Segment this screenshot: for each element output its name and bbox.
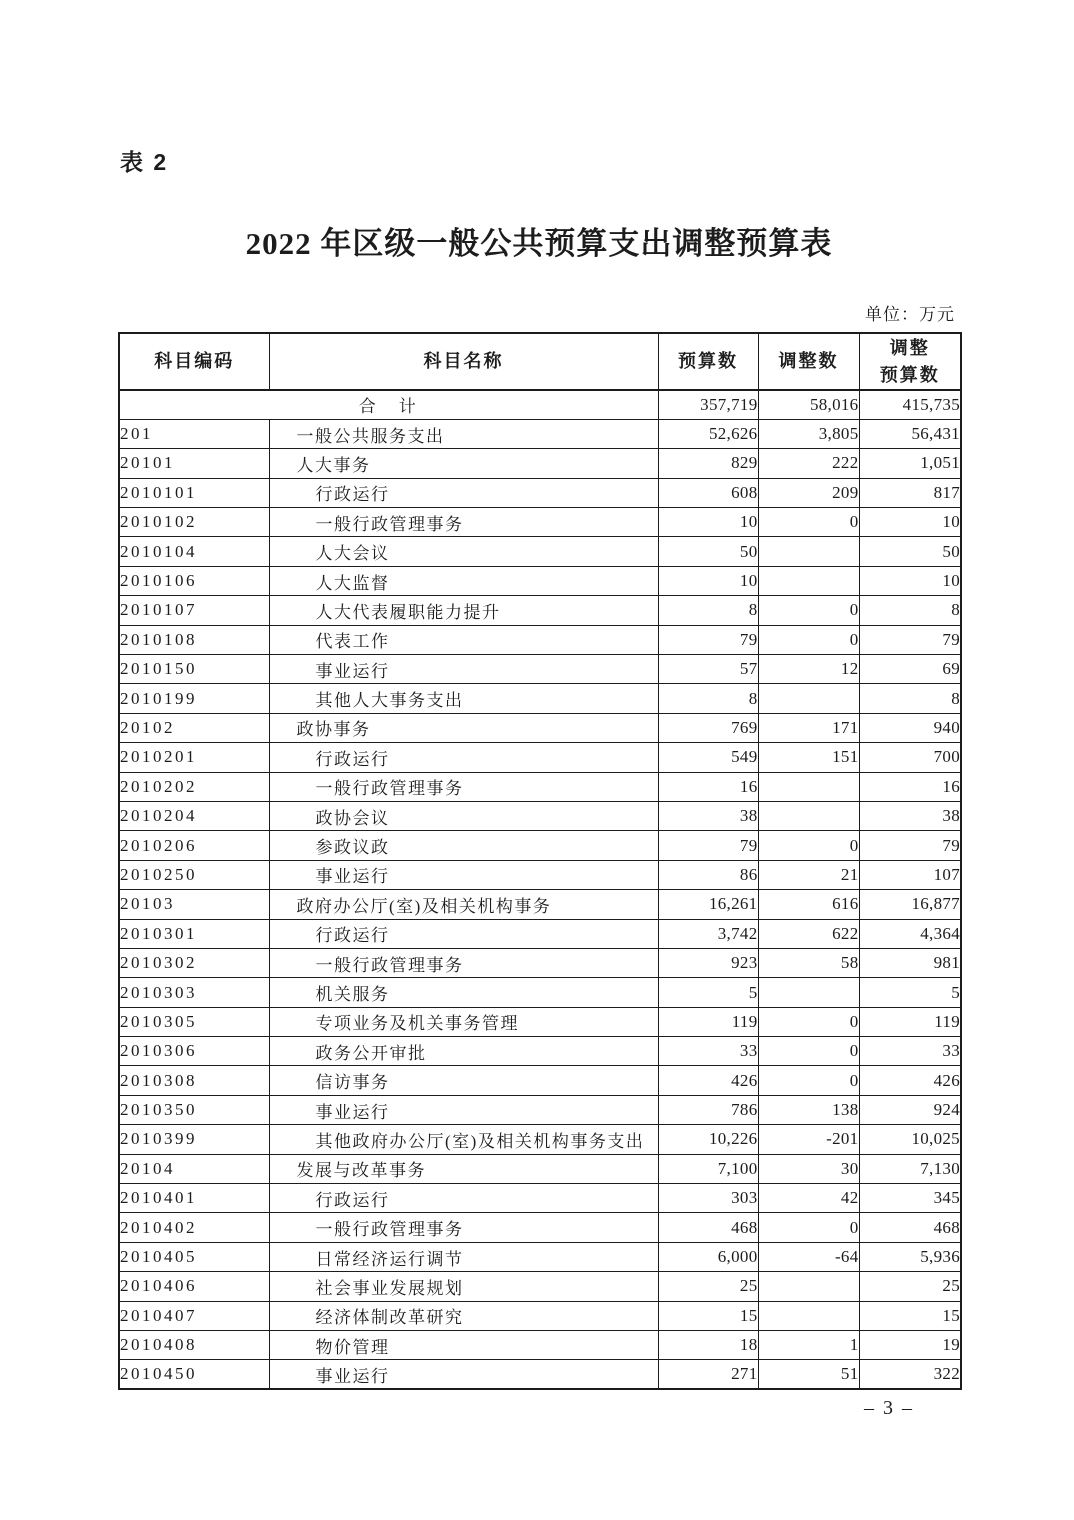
code-cell: 2010401 (119, 1184, 269, 1213)
name-cell: 人大会议 (269, 537, 658, 566)
header-adjusted-budget (859, 333, 961, 390)
adjustment-cell: 0 (758, 1007, 859, 1036)
name-cell: 一般行政管理事务 (269, 948, 658, 977)
code-cell: 2010302 (119, 948, 269, 977)
header-adjusted-line2: 预算数 (879, 364, 940, 385)
adjusted-budget-cell: 322 (859, 1360, 961, 1389)
name-cell: 发展与改革事务 (269, 1154, 658, 1183)
adjusted-budget-cell: 107 (859, 860, 961, 889)
budget-cell: 6,000 (658, 1242, 758, 1271)
adjusted-budget-cell: 15 (859, 1301, 961, 1330)
budget-cell: 52,626 (658, 419, 758, 448)
name-cell: 专项业务及机关事务管理 (269, 1007, 658, 1036)
total-row (119, 390, 961, 419)
adjusted-budget-cell: 56,431 (859, 419, 961, 448)
adjustment-cell: -201 (758, 1125, 859, 1154)
code-cell: 2010308 (119, 1066, 269, 1095)
code-cell: 2010305 (119, 1007, 269, 1036)
budget-cell: 769 (658, 713, 758, 742)
adjustment-cell: 0 (758, 596, 859, 625)
name-cell: 一般行政管理事务 (269, 508, 658, 537)
table-row (119, 508, 961, 537)
code-cell: 2010408 (119, 1331, 269, 1360)
adjustment-cell (758, 772, 859, 801)
table-row (119, 1301, 961, 1330)
budget-cell: 10 (658, 508, 758, 537)
adjustment-cell: 1 (758, 1331, 859, 1360)
adjusted-budget-cell: 345 (859, 1184, 961, 1213)
adjusted-budget-cell: 8 (859, 684, 961, 713)
table-row (119, 860, 961, 889)
code-cell: 2010350 (119, 1095, 269, 1124)
adjustment-cell: 3,805 (758, 419, 859, 448)
unit-note: 单位：万元 (865, 305, 955, 324)
name-cell: 其他人大事务支出 (269, 684, 658, 713)
adjustment-cell (758, 801, 859, 830)
table-label: 表 2 (120, 149, 169, 175)
table-row (119, 1360, 961, 1389)
adjusted-budget-cell: 10,025 (859, 1125, 961, 1154)
adjusted-budget-cell: 19 (859, 1331, 961, 1360)
name-cell: 事业运行 (269, 1095, 658, 1124)
adjusted-budget-cell: 940 (859, 713, 961, 742)
table-row (119, 919, 961, 948)
code-cell: 20103 (119, 890, 269, 919)
adjustment-cell: 12 (758, 655, 859, 684)
budget-cell: 829 (658, 449, 758, 478)
adjustment-cell: 209 (758, 478, 859, 507)
adjusted-budget-cell: 981 (859, 948, 961, 977)
table-row (119, 948, 961, 977)
code-cell: 20101 (119, 449, 269, 478)
name-cell: 行政运行 (269, 743, 658, 772)
header-code: 科目编码 (119, 333, 269, 390)
budget-cell: 8 (658, 596, 758, 625)
code-cell: 2010199 (119, 684, 269, 713)
adjustment-cell (758, 566, 859, 595)
adjustment-cell: -64 (758, 1242, 859, 1271)
adjusted-budget-cell: 10 (859, 566, 961, 595)
adjustment-cell (758, 1301, 859, 1330)
code-cell: 2010102 (119, 508, 269, 537)
adjusted-budget-cell: 8 (859, 596, 961, 625)
table-row (119, 478, 961, 507)
adjustment-cell (758, 978, 859, 1007)
name-cell: 信访事务 (269, 1066, 658, 1095)
budget-cell: 3,742 (658, 919, 758, 948)
adjustment-cell: 0 (758, 508, 859, 537)
table-header (119, 333, 961, 390)
table-row (119, 1213, 961, 1242)
adjusted-budget-cell: 69 (859, 655, 961, 684)
code-cell: 2010107 (119, 596, 269, 625)
header-budget: 预算数 (658, 333, 758, 390)
budget-cell: 8 (658, 684, 758, 713)
name-cell: 一般行政管理事务 (269, 772, 658, 801)
adjusted-budget-cell: 25 (859, 1272, 961, 1301)
code-cell: 2010402 (119, 1213, 269, 1242)
code-cell: 2010406 (119, 1272, 269, 1301)
name-cell: 一般行政管理事务 (269, 1213, 658, 1242)
table-row (119, 1154, 961, 1183)
code-cell: 2010450 (119, 1360, 269, 1389)
name-cell: 事业运行 (269, 655, 658, 684)
table-row (119, 684, 961, 713)
name-cell: 行政运行 (269, 478, 658, 507)
adjusted-budget-cell: 16 (859, 772, 961, 801)
table-row (119, 743, 961, 772)
table-row (119, 772, 961, 801)
table-row (119, 1125, 961, 1154)
name-cell: 行政运行 (269, 1184, 658, 1213)
budget-cell: 38 (658, 801, 758, 830)
budget-cell: 468 (658, 1213, 758, 1242)
adjusted-budget-cell: 426 (859, 1066, 961, 1095)
name-cell: 政协会议 (269, 801, 658, 830)
total-label: 合 计 (119, 390, 658, 419)
adjusted-budget-cell: 700 (859, 743, 961, 772)
name-cell: 经济体制改革研究 (269, 1301, 658, 1330)
budget-cell: 86 (658, 860, 758, 889)
code-cell: 201 (119, 419, 269, 448)
adjusted-budget-cell: 468 (859, 1213, 961, 1242)
name-cell: 人大事务 (269, 449, 658, 478)
table-row (119, 713, 961, 742)
name-cell: 政务公开审批 (269, 1037, 658, 1066)
adjustment-cell: 30 (758, 1154, 859, 1183)
adjusted-budget-cell: 79 (859, 831, 961, 860)
name-cell: 日常经济运行调节 (269, 1242, 658, 1271)
budget-cell: 119 (658, 1007, 758, 1036)
adjustment-cell: 138 (758, 1095, 859, 1124)
budget-cell: 10 (658, 566, 758, 595)
adjustment-cell (758, 684, 859, 713)
adjustment-cell: 58 (758, 948, 859, 977)
name-cell: 事业运行 (269, 1360, 658, 1389)
adjustment-cell: 222 (758, 449, 859, 478)
total-adjustment-cell: 58,016 (758, 390, 859, 419)
budget-cell: 18 (658, 1331, 758, 1360)
adjustment-cell: 51 (758, 1360, 859, 1389)
code-cell: 2010202 (119, 772, 269, 801)
header-row (119, 333, 961, 390)
code-cell: 2010108 (119, 625, 269, 654)
adjustment-cell: 42 (758, 1184, 859, 1213)
name-cell: 其他政府办公厅(室)及相关机构事务支出 (269, 1125, 658, 1154)
adjustment-cell: 0 (758, 1213, 859, 1242)
adjusted-budget-cell: 924 (859, 1095, 961, 1124)
code-cell: 20104 (119, 1154, 269, 1183)
budget-cell: 16 (658, 772, 758, 801)
budget-table (118, 332, 962, 1390)
code-cell: 2010407 (119, 1301, 269, 1330)
table-row (119, 655, 961, 684)
adjustment-cell: 616 (758, 890, 859, 919)
adjusted-budget-cell: 817 (859, 478, 961, 507)
table-row (119, 1066, 961, 1095)
table-row (119, 1095, 961, 1124)
budget-cell: 33 (658, 1037, 758, 1066)
budget-cell: 79 (658, 831, 758, 860)
name-cell: 政协事务 (269, 713, 658, 742)
budget-cell: 25 (658, 1272, 758, 1301)
adjustment-cell: 0 (758, 1066, 859, 1095)
name-cell: 事业运行 (269, 860, 658, 889)
code-cell: 2010303 (119, 978, 269, 1007)
adjusted-budget-cell: 5 (859, 978, 961, 1007)
name-cell: 社会事业发展规划 (269, 1272, 658, 1301)
adjustment-cell: 21 (758, 860, 859, 889)
code-cell: 20102 (119, 713, 269, 742)
adjusted-budget-cell: 10 (859, 508, 961, 537)
adjustment-cell: 151 (758, 743, 859, 772)
name-cell: 政府办公厅(室)及相关机构事务 (269, 890, 658, 919)
adjusted-budget-cell: 119 (859, 1007, 961, 1036)
table-row (119, 978, 961, 1007)
code-cell: 2010250 (119, 860, 269, 889)
name-cell: 行政运行 (269, 919, 658, 948)
code-cell: 2010206 (119, 831, 269, 860)
budget-cell: 7,100 (658, 1154, 758, 1183)
budget-cell: 426 (658, 1066, 758, 1095)
budget-cell: 57 (658, 655, 758, 684)
table-row (119, 1007, 961, 1036)
code-cell: 2010150 (119, 655, 269, 684)
code-cell: 2010204 (119, 801, 269, 830)
budget-cell: 79 (658, 625, 758, 654)
budget-cell: 786 (658, 1095, 758, 1124)
table-row (119, 1331, 961, 1360)
budget-cell: 5 (658, 978, 758, 1007)
code-cell: 2010405 (119, 1242, 269, 1271)
table-row (119, 419, 961, 448)
budget-cell: 10,226 (658, 1125, 758, 1154)
adjustment-cell: 0 (758, 831, 859, 860)
budget-cell: 923 (658, 948, 758, 977)
code-cell: 2010101 (119, 478, 269, 507)
code-cell: 2010201 (119, 743, 269, 772)
budget-cell: 271 (658, 1360, 758, 1389)
name-cell: 物价管理 (269, 1331, 658, 1360)
adjusted-budget-cell: 38 (859, 801, 961, 830)
adjusted-budget-cell: 16,877 (859, 890, 961, 919)
table-row (119, 625, 961, 654)
budget-cell: 303 (658, 1184, 758, 1213)
total-budget-cell: 357,719 (658, 390, 758, 419)
adjusted-budget-cell: 33 (859, 1037, 961, 1066)
budget-cell: 549 (658, 743, 758, 772)
adjustment-cell: 171 (758, 713, 859, 742)
adjustment-cell: 622 (758, 919, 859, 948)
header-adjustment: 调整数 (758, 333, 859, 390)
adjusted-budget-cell: 4,364 (859, 919, 961, 948)
page-number: – 3 – (864, 1397, 914, 1419)
code-cell: 2010104 (119, 537, 269, 566)
page-title: 2022 年区级一般公共预算支出调整预算表 (245, 226, 833, 261)
code-cell: 2010106 (119, 566, 269, 595)
table-row (119, 1242, 961, 1271)
adjustment-cell: 0 (758, 1037, 859, 1066)
name-cell: 参政议政 (269, 831, 658, 860)
adjustment-cell: 0 (758, 625, 859, 654)
budget-cell: 608 (658, 478, 758, 507)
table-row (119, 1037, 961, 1066)
table-row (119, 537, 961, 566)
code-cell: 2010399 (119, 1125, 269, 1154)
adjusted-budget-cell: 5,936 (859, 1242, 961, 1271)
table-row (119, 831, 961, 860)
adjusted-budget-cell: 7,130 (859, 1154, 961, 1183)
table-row (119, 449, 961, 478)
name-cell: 人大监督 (269, 566, 658, 595)
budget-cell: 50 (658, 537, 758, 566)
budget-cell: 16,261 (658, 890, 758, 919)
table-row (119, 1184, 961, 1213)
adjustment-cell (758, 537, 859, 566)
adjusted-budget-cell: 79 (859, 625, 961, 654)
adjusted-budget-cell: 1,051 (859, 449, 961, 478)
table-row (119, 801, 961, 830)
total-adjusted-budget-cell: 415,735 (859, 390, 961, 419)
table-row (119, 890, 961, 919)
name-cell: 人大代表履职能力提升 (269, 596, 658, 625)
adjusted-budget-cell: 50 (859, 537, 961, 566)
name-cell: 机关服务 (269, 978, 658, 1007)
code-cell: 2010301 (119, 919, 269, 948)
code-cell: 2010306 (119, 1037, 269, 1066)
table-row (119, 1272, 961, 1301)
table-body (119, 390, 961, 1389)
budget-cell: 15 (658, 1301, 758, 1330)
name-cell: 代表工作 (269, 625, 658, 654)
table-row (119, 566, 961, 595)
adjustment-cell (758, 1272, 859, 1301)
header-adjusted-line1: 调整 (889, 338, 930, 359)
header-name: 科目名称 (269, 333, 658, 390)
name-cell: 一般公共服务支出 (269, 419, 658, 448)
table-row (119, 596, 961, 625)
